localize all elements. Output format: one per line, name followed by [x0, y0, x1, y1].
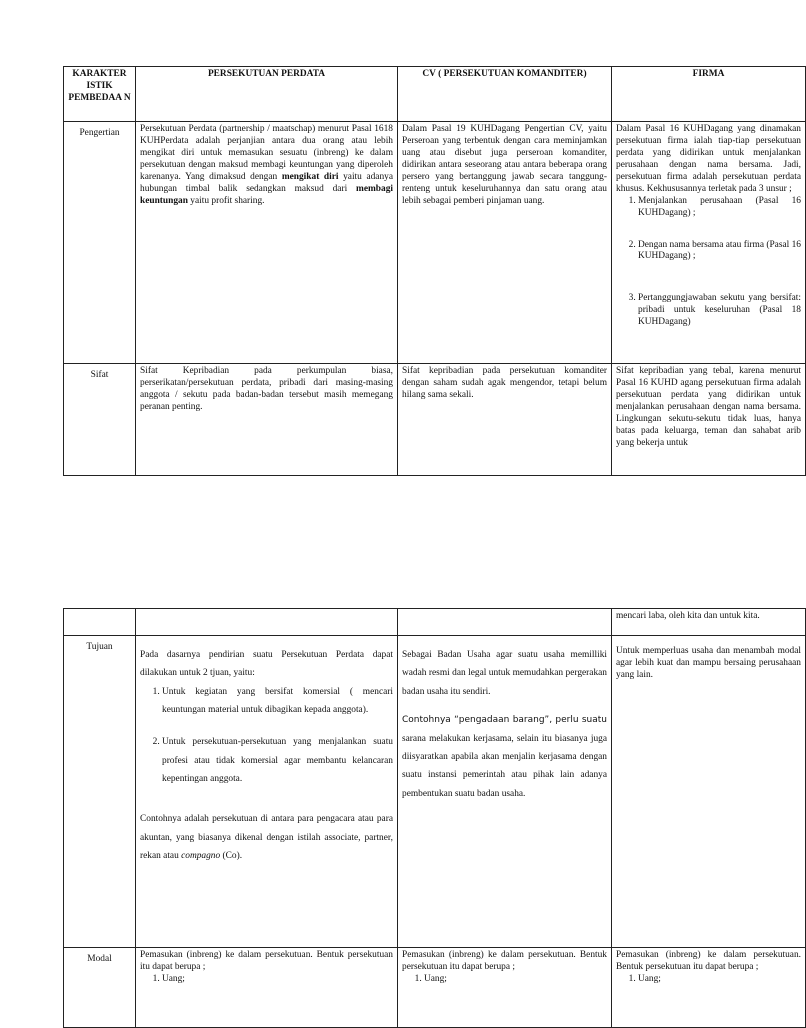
firma-intro: Dalam Pasal 16 KUHDagang yang dinamakan persekutuan firma ialah tiap-tiap persekutuan perdata yang didirikan untuk menjalankan perusahaan dengan nama bersama. Jadi, persekutuan firma adalah persekutuan perdata khusus. Kekhususannya terletak pada 3 unsur ;: [616, 124, 801, 194]
header-firma: FIRMA: [612, 67, 806, 122]
tujuan-cv-main: Sebagai Badan Usaha agar suatu usaha memilliki wadah resmi dan legal untuk memudahkan pergerakan badan usaha itu sendiri.: [402, 650, 607, 697]
tujuan-cv: [398, 636, 612, 948]
label-sifat: Sifat: [64, 364, 136, 476]
list-item: 2. Untuk persekutuan-persekutuan yang menjalankan suatu profesi atau tidak komersial agar membantu kelancaran kepentingan anggota.: [162, 733, 393, 788]
label-modal: Modal: [64, 948, 136, 1028]
pengertian-perdata: Persekutuan Perdata (partnership / maatschap) menurut Pasal 1618 KUHPerdata adalah perjanjian antara dua orang atau lebih mengikat diri untuk memasukan sesuatu (inbreng) ke dalam persekutuan dengan maksud membagi keuntungan yang diperoleh karenanya. Yang dimaksud dengan mengikat diri yaitu adanya hubungan timbal balik sedangkan maksud dari membagi keuntungan yaitu profit sharing.: [136, 122, 398, 364]
modal-firma: Pemasukan (inbreng) ke dalam persekutuan. Bentuk persekutuan itu dapat berupa ; 1. Uang;: [612, 948, 806, 1028]
label-pengertian: Pengertian: [64, 122, 136, 364]
row-pengertian: [64, 122, 806, 364]
row-sifat: [64, 364, 806, 476]
modal-cv: Pemasukan (inbreng) ke dalam persekutuan. Bentuk persekutuan itu dapat berupa ; 1. Uang;: [398, 948, 612, 1028]
comparison-table-page-2: [63, 608, 806, 1028]
list-item: 1. Uang;: [162, 974, 393, 986]
row-tujuan: [64, 636, 806, 948]
row-modal: [64, 948, 806, 1028]
header-row: [64, 67, 806, 122]
list-item: 2. Dengan nama bersama atau firma (Pasal 16 KUHDagang) ;: [638, 240, 801, 264]
pengertian-cv: Dalam Pasal 19 KUHDagang Pengertian CV, yaitu Perseroan yang terbentuk dengan cara meminjamkan uang atau disebut juga perseroan komanditer, didirikan antara seseorang atau antara beberapa orang persero yang bertanggung jawab secara tanggung-renteng untuk keseluruhannya dan satu orang atau lebih sebagai pemberi pinjaman uang.: [398, 122, 612, 364]
list-item: 1. Uang;: [638, 974, 801, 986]
sifat-perdata: Sifat Kepribadian pada perkumpulan biasa, perserikatan/persekutuan perdata, pribadi dari masing-masing anggota / sekutu pada badan-badan tersebut masih memegang peranan penting.: [136, 364, 398, 476]
header-cv: CV ( PERSEKUTUAN KOMANDITER): [398, 67, 612, 122]
modal-perdata: Pemasukan (inbreng) ke dalam persekutuan. Bentuk persekutuan itu dapat berupa ; 1. Uang;: [136, 948, 398, 1028]
label-tujuan: Tujuan: [64, 636, 136, 948]
header-persekutuan-perdata: PERSEKUTUAN PERDATA: [136, 67, 398, 122]
tujuan-cv-example: Contohnya “pengadaan barang”, perlu suatu sarana melakukan kerjasama, selain itu biasanya juga diisyaratkan apabila akan menjalin kerjasama dengan suatu instansi pemerintah atau pihak lain adanya pembentukan suatu badan usaha.: [402, 714, 607, 799]
sifat-firma-continued: mencari laba, oleh kita dan untuk kita.: [612, 609, 806, 636]
tujuan-perdata: [136, 636, 398, 948]
list-item: 1. Untuk kegiatan yang bersifat komersial ( mencari keuntungan material untuk dibagikan kepada anggota).: [162, 683, 393, 720]
tujuan-perdata-intro: Pada dasarnya pendirian suatu Persekutuan Perdata dapat dilakukan untuk 2 tjuan, yaitu:: [140, 650, 393, 679]
sifat-cv: Sifat kepribadian pada persekutuan komanditer dengan saham sudah agak mengendor, tetapi belum hilang sama sekali.: [398, 364, 612, 476]
comparison-table-page-1: [63, 66, 806, 476]
row-continuation: [64, 609, 806, 636]
header-karakteristik: KARAKTER ISTIK PEMBEDAA N: [64, 67, 136, 122]
tujuan-perdata-example: Contohnya adalah persekutuan di antara para pengacara atau para akuntan, yang biasanya dikenal dengan istilah associate, partner, rekan atau compagno (Co).: [140, 814, 393, 861]
tujuan-firma: Untuk memperluas usaha dan menambah modal agar lebih kuat dan mampu bersaing perusahaan yang lain.: [612, 636, 806, 948]
list-item: 3. Pertanggungjawaban sekutu yang bersifat: pribadi untuk keseluruhan (Pasal 18 KUHDagang): [638, 293, 801, 329]
list-item: 1. Uang;: [424, 974, 607, 986]
list-item: 1. Menjalankan perusahaan (Pasal 16 KUHDagang) ;: [638, 196, 801, 220]
sifat-firma: Sifat kepribadian yang tebal, karena menurut Pasal 16 KUHD agang persekutuan firma adalah persekutuan perdata yang didirikan untuk menjalankan perusahaan dengan nama bersama. Lingkungan sekutu-sekutu tidak luas, hanya batas pada keluarga, teman dan sahabat arib yang bekerja untuk: [612, 364, 806, 476]
tujuan-perdata-list: [162, 683, 393, 789]
pengertian-firma: [612, 122, 806, 364]
firma-unsur-list: [638, 196, 801, 330]
